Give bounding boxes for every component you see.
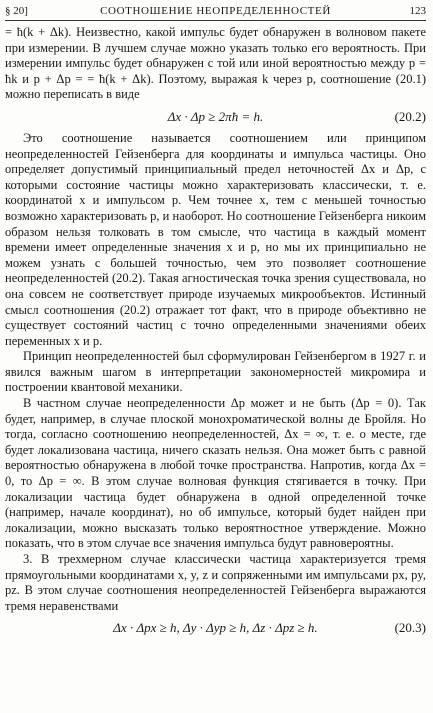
- equation-formula: Δx · Δp ≥ 2πħ = h.: [167, 108, 264, 124]
- page-number: 123: [409, 5, 426, 17]
- equation-number: (20.2): [394, 108, 426, 124]
- equation-20-3: [5, 618, 426, 638]
- paragraph-uncertainty-principle: Это соотношение называется соотношением или принципом неопределенностей Гейзенберга для координаты и импульса частицы. Оно определяет допустимый принципиальный предел неточностей Δx и Δp, с которыми состояние частицы можно характеризовать классически, т. е. координатой x и импульсом p. Чем точнее x, тем с меньшей точностью возможно характеризовать p, и наоборот. Но соотношение Гейзенберга никоим образом нельзя толковать в том смысле, что частица в каждый момент времени имеет определенные значения x и p, но мы их принципиально не можем узнать с большей точностью, чем это позволяет соотношение неопределенностей (20.2). Такая агностическая точка зрения существовала, но она совсем не соответствует природе изучаемых микрообъектов. Истинный смысл соотношения (20.2) отражает тот факт, что в природе объективно не существует состояний частиц с точно определенными значениями обеих переменных x и p.: [5, 130, 426, 348]
- equation-formula: Δx · Δpx ≥ h, Δy · Δyp ≥ h, Δz · Δpz ≥ h.: [113, 620, 318, 636]
- paragraph-three-dimensional: 3. В трехмерном случае классически частица характеризуется тремя прямоугольными координатами x, y, z и сопряженными им импульсами px, py, pz. В этом случае соотношения неопределенностей Гейзенберга выражаются тремя неравенствами: [5, 552, 426, 613]
- paragraph-special-case: В частном случае неопределенности Δp может и не быть (Δp = 0). Так будет, например, в случае плоской монохроматической волны де Бройля. Но тогда, согласно соотношению неопределенностей, Δx = ∞, т. е. о месте, где будет локализована частица, ничего сказать нельзя. Она может быть с равной вероятностью обнаружена в любой точке пространства. Напротив, когда Δx = 0, то Δp = ∞. В этом случае волновая функция стягивается в точку. При локализации частица будет обнаружена в одной определенной точке (например, начале координат), но об импульсе, который будет найден при локализации, можно высказать только вероятностное утверждение. Можно показать, что в этом случае все значения импульса будут равновероятны.: [5, 396, 426, 551]
- page-body: [5, 25, 426, 642]
- paragraph-heisenberg-1927: Принцип неопределенностей был сформулирован Гейзенбергом в 1927 г. и явился важным шагом в интерпретации закономерностей микромира и построении квантовой механики.: [5, 349, 426, 395]
- chapter-title: СООТНОШЕНИЕ НЕОПРЕДЕЛЕННОСТЕЙ: [100, 5, 331, 17]
- paragraph-continuation: = ħ(k + Δk). Неизвестно, какой импульс будет обнаружен в волновом пакете при измерении. В лучшем случае можно указать только его вероятность. При измерении импульс будет обнаружен с той или иной вероятностью между p = ħk и p + Δp = = ħ(k + Δk). Поэтому, выражая k через p, соотношение (20.1) можно переписать в виде: [5, 25, 426, 102]
- equation-number: (20.3): [394, 620, 426, 636]
- section-marker: § 20]: [5, 5, 28, 17]
- equation-20-2: [5, 107, 426, 127]
- running-header: [5, 4, 426, 21]
